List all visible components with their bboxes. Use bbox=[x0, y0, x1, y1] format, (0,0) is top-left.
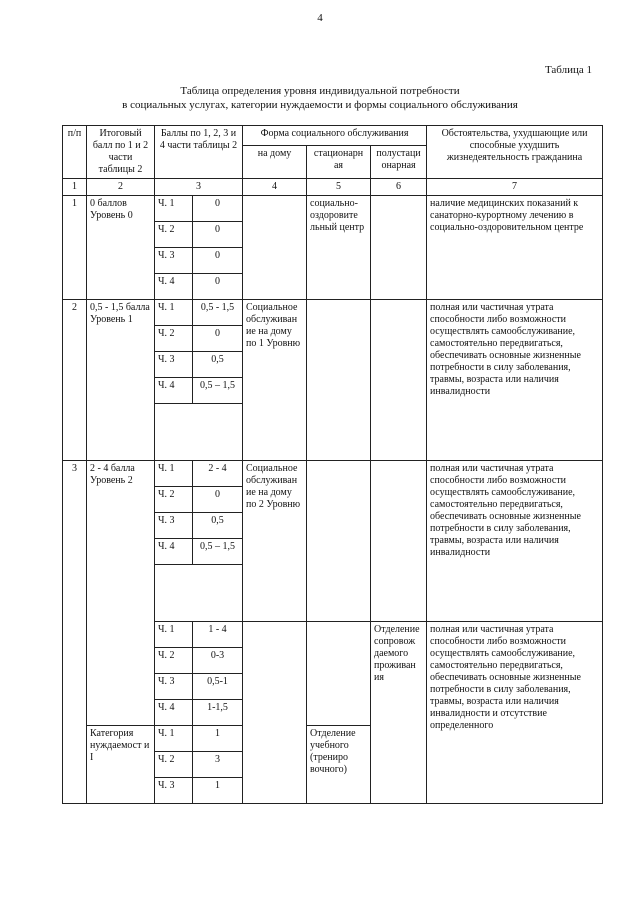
row-stationary bbox=[307, 300, 371, 461]
part-score: 1 - 4 bbox=[193, 622, 243, 648]
col-number: 4 bbox=[243, 179, 307, 196]
row-stationary bbox=[307, 461, 371, 622]
row-num: 2 bbox=[63, 300, 87, 461]
part-label: Ч. 3 bbox=[155, 352, 193, 378]
part-label: Ч. 2 bbox=[155, 326, 193, 352]
row-circumstances: полная или частичная утрата способности либо возможности осуществлять самообслуживание, самостоятельно передвигаться, обеспечивать основные жизненные потребности в силу заболевания, травмы, возраста или наличия инвалидности и отсутствие определенного bbox=[427, 622, 603, 804]
part-label: Ч. 1 bbox=[155, 726, 193, 752]
row-home: Социальное обслуживан ие на дому по 2 Уровню bbox=[243, 461, 307, 622]
col-number: 6 bbox=[371, 179, 427, 196]
part-score: 0 bbox=[193, 326, 243, 352]
col-number: 5 bbox=[307, 179, 371, 196]
col-number: 1 bbox=[63, 179, 87, 196]
header-form: Форма социального обслуживания bbox=[243, 126, 427, 146]
part-score: 0 bbox=[193, 248, 243, 274]
row-total: 2 - 4 балла Уровень 2 bbox=[87, 461, 155, 726]
part-label: Ч. 2 bbox=[155, 487, 193, 513]
row-home bbox=[243, 622, 307, 804]
row-circumstances: полная или частичная утрата способности либо возможности осуществлять самообслуживание, самостоятельно передвигаться, обеспечивать основные жизненные потребности в силу заболевания, травмы, возраста или наличия инвалидности bbox=[427, 461, 603, 622]
part-score: 0 bbox=[193, 487, 243, 513]
spacer-cell bbox=[155, 404, 243, 461]
needs-table bbox=[62, 125, 603, 804]
part-label: Ч. 2 bbox=[155, 222, 193, 248]
part-score: 1-1,5 bbox=[193, 700, 243, 726]
row-semi: Отделение сопровож даемого проживан ия bbox=[371, 622, 427, 804]
title-line-1: Таблица определения уровня индивидуальной потребности bbox=[180, 85, 460, 97]
header-num: п/п bbox=[63, 126, 87, 179]
part-label: Ч. 1 bbox=[155, 461, 193, 487]
row-stationary: социально-оздоровите льный центр bbox=[307, 196, 371, 300]
row-num: 3 bbox=[63, 461, 87, 804]
part-label: Ч. 4 bbox=[155, 378, 193, 404]
part-label: Ч. 2 bbox=[155, 648, 193, 674]
col-number: 7 bbox=[427, 179, 603, 196]
part-label: Ч. 3 bbox=[155, 513, 193, 539]
part-score: 2 - 4 bbox=[193, 461, 243, 487]
part-label: Ч. 3 bbox=[155, 248, 193, 274]
row-home bbox=[243, 196, 307, 300]
part-score: 0,5 – 1,5 bbox=[193, 539, 243, 565]
row-circumstances: наличие медицинских показаний к санаторно-курортному лечению в социально-оздоровительном центре bbox=[427, 196, 603, 300]
row-circumstances: полная или частичная утрата способности либо возможности осуществлять самообслуживание, самостоятельно передвигаться, обеспечивать основные жизненные потребности в силу заболевания, травмы, возраста или наличия инвалидности bbox=[427, 300, 603, 461]
part-label: Ч. 1 bbox=[155, 196, 193, 222]
row-total: 0 баллов Уровень 0 bbox=[87, 196, 155, 300]
row-semi bbox=[371, 461, 427, 622]
part-score: 0 bbox=[193, 196, 243, 222]
part-score: 1 bbox=[193, 778, 243, 804]
part-score: 0,5-1 bbox=[193, 674, 243, 700]
part-score: 0,5 - 1,5 bbox=[193, 300, 243, 326]
part-label: Ч. 1 bbox=[155, 622, 193, 648]
part-score: 0,5 – 1,5 bbox=[193, 378, 243, 404]
part-label: Ч. 4 bbox=[155, 539, 193, 565]
row-stationary: Отделение учебного (трениро вочного) bbox=[307, 726, 371, 804]
part-label: Ч. 3 bbox=[155, 674, 193, 700]
col-number: 2 bbox=[87, 179, 155, 196]
row-category: Категория нуждаемост и I bbox=[87, 726, 155, 804]
title-line-2: в социальных услугах, категории нуждаемости и формы социального обслуживания bbox=[122, 99, 518, 111]
header-total: Итоговый балл по 1 и 2 части таблицы 2 bbox=[87, 126, 155, 179]
row-semi bbox=[371, 300, 427, 461]
header-stationary: стационарн ая bbox=[307, 145, 371, 178]
header-circumstances: Обстоятельства, ухудшающие или способные ухудшить жизнедеятельность гражданина bbox=[427, 126, 603, 179]
part-score: 0 bbox=[193, 222, 243, 248]
row-stationary bbox=[307, 622, 371, 726]
table-label: Таблица 1 bbox=[544, 64, 592, 76]
header-semi: полустаци онарная bbox=[371, 145, 427, 178]
part-label: Ч. 1 bbox=[155, 300, 193, 326]
col-number: 3 bbox=[155, 179, 243, 196]
part-score: 0,5 bbox=[193, 513, 243, 539]
part-score: 1 bbox=[193, 726, 243, 752]
part-label: Ч. 4 bbox=[155, 700, 193, 726]
part-label: Ч. 4 bbox=[155, 274, 193, 300]
part-label: Ч. 3 bbox=[155, 778, 193, 804]
part-score: 0 bbox=[193, 274, 243, 300]
page-number: 4 bbox=[317, 12, 323, 24]
part-label: Ч. 2 bbox=[155, 752, 193, 778]
part-score: 0,5 bbox=[193, 352, 243, 378]
spacer-cell bbox=[155, 565, 243, 622]
part-score: 3 bbox=[193, 752, 243, 778]
row-num: 1 bbox=[63, 196, 87, 300]
row-semi bbox=[371, 196, 427, 300]
header-scores: Баллы по 1, 2, 3 и 4 части таблицы 2 bbox=[155, 126, 243, 179]
part-score: 0-3 bbox=[193, 648, 243, 674]
header-home: на дому bbox=[243, 145, 307, 178]
table-title bbox=[0, 84, 640, 112]
row-home: Социальное обслуживан ие на дому по 1 Уровню bbox=[243, 300, 307, 461]
row-total: 0,5 - 1,5 балла Уровень 1 bbox=[87, 300, 155, 461]
